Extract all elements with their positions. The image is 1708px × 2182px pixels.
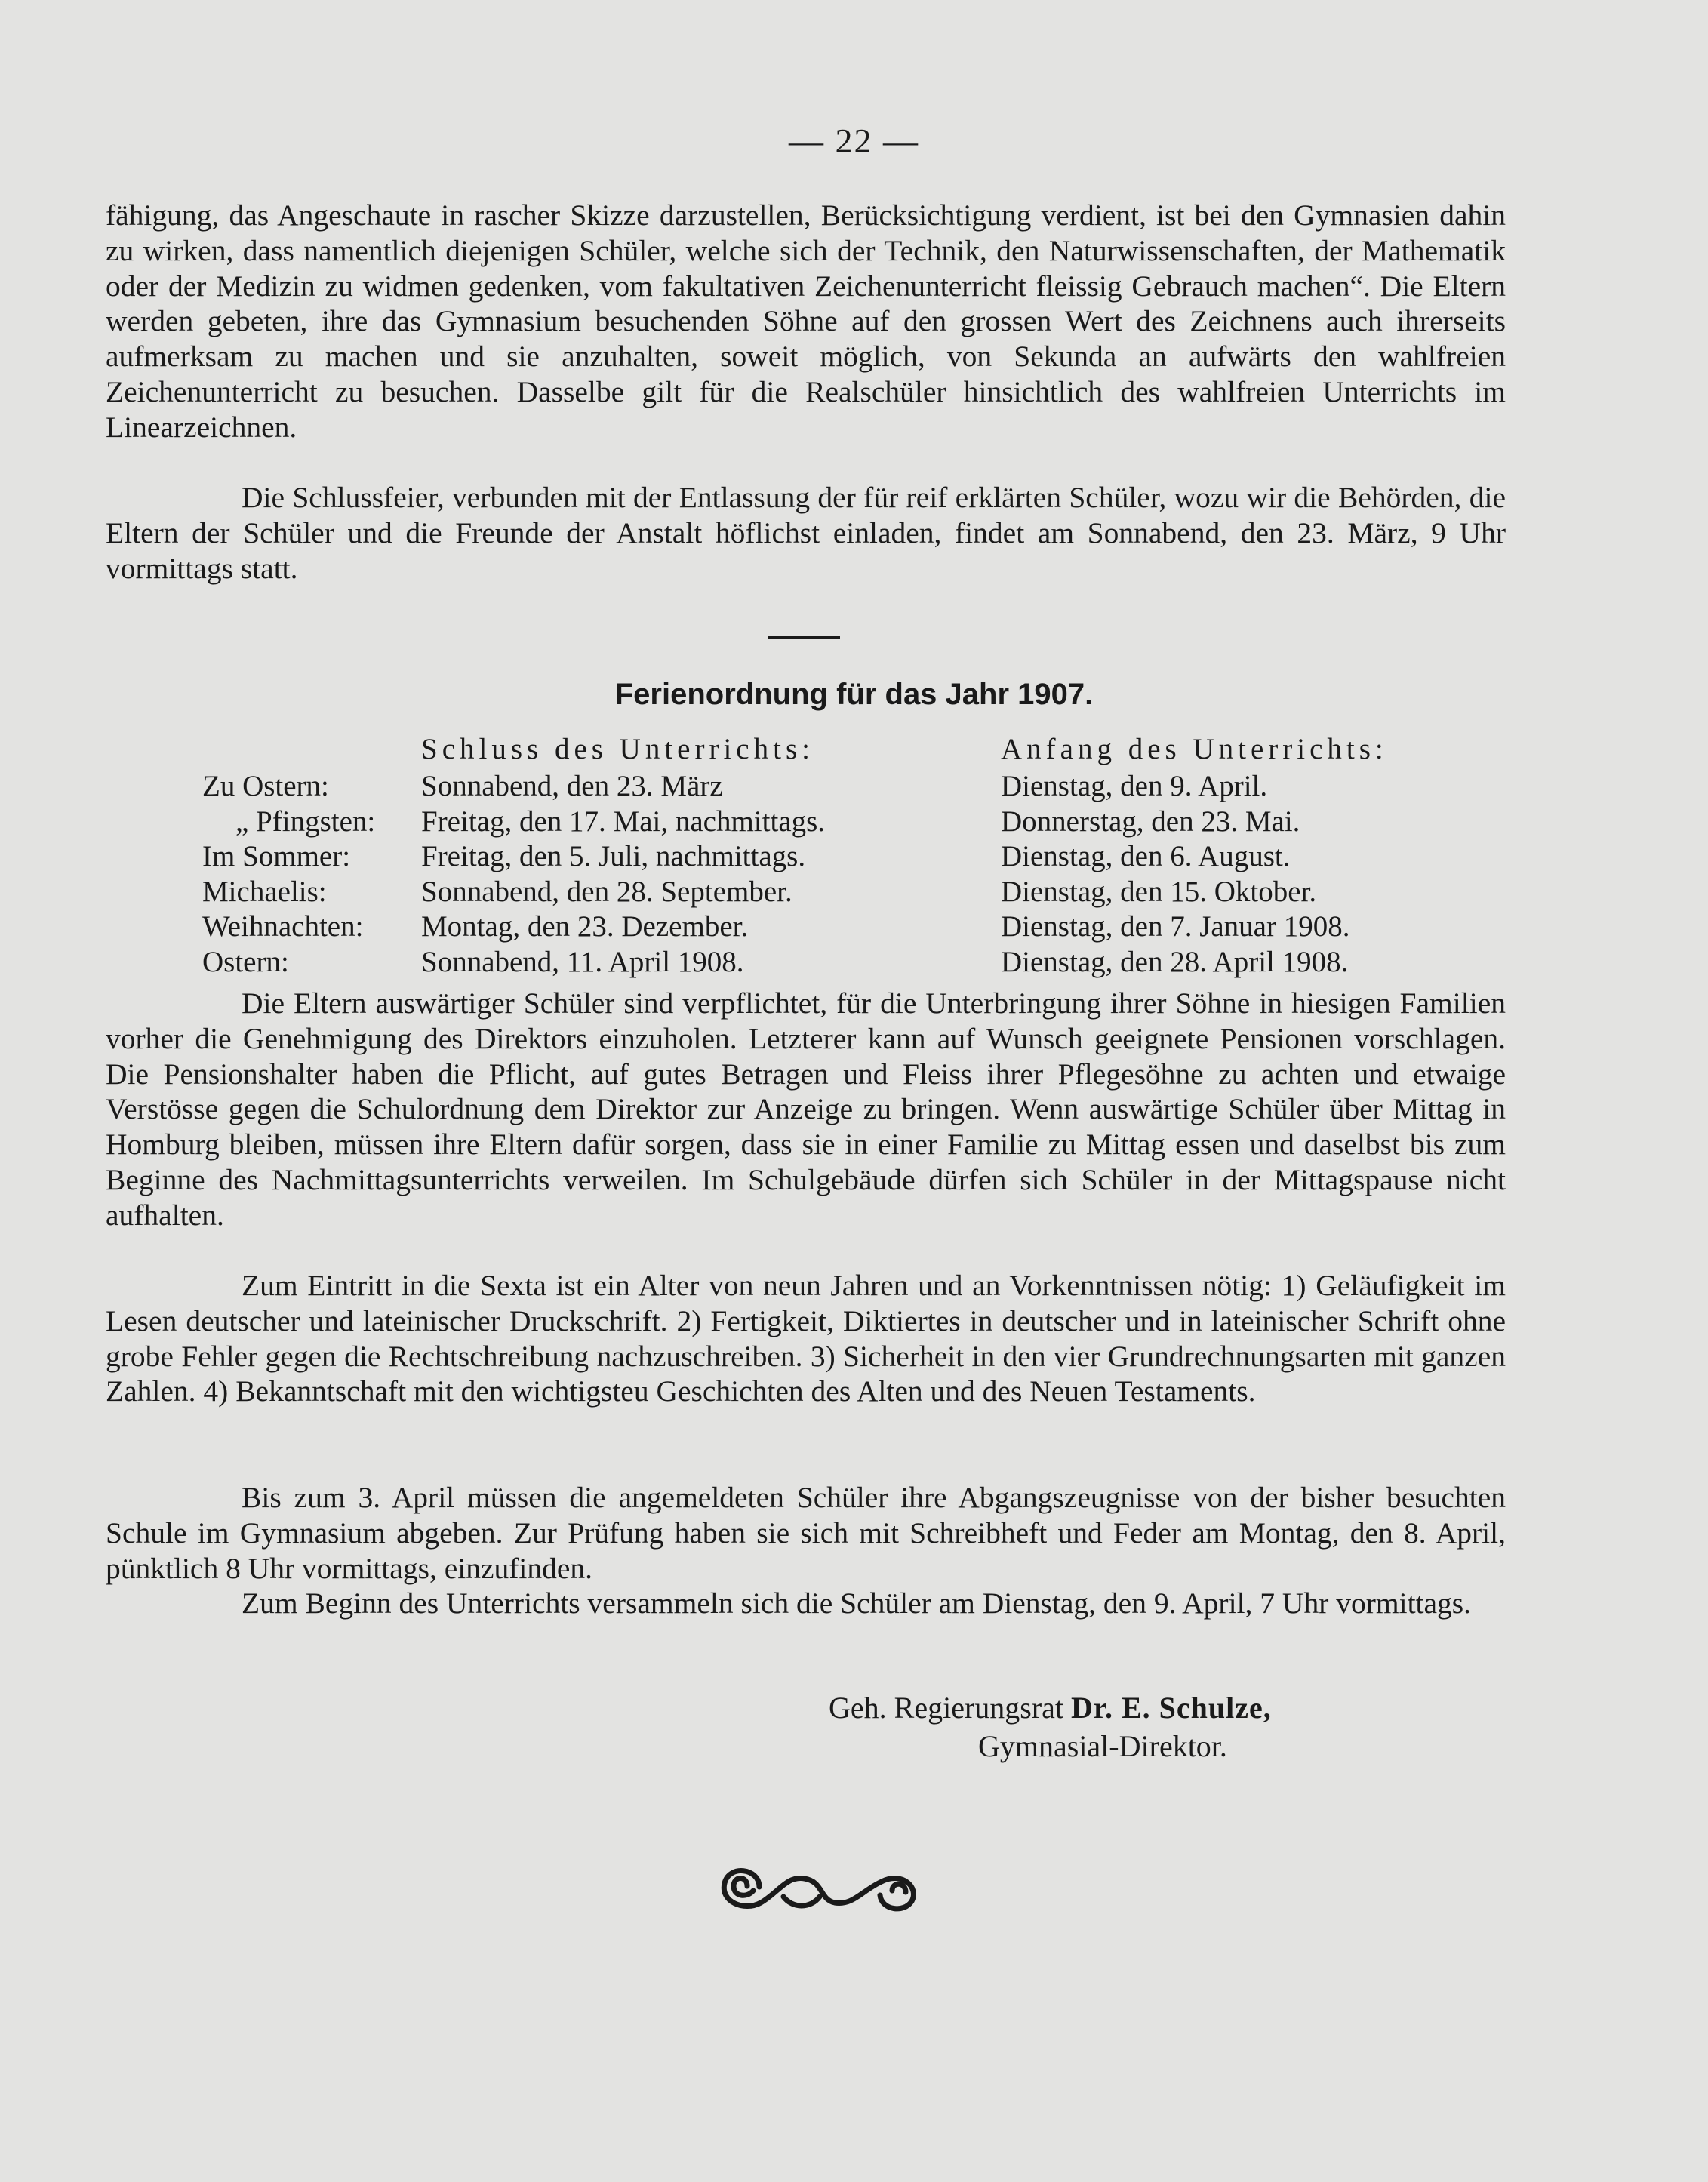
start-date: Dienstag, den 9. April. (1001, 770, 1268, 802)
signature-line (829, 1690, 1272, 1725)
start-date: Dienstag, den 28. April 1908. (1001, 945, 1349, 978)
holiday-name: Im Sommer: (202, 840, 351, 872)
holiday-name: „ Pfingsten: (235, 805, 376, 838)
paragraph-text: Zum Eintritt in die Sexta ist ein Alter von neun Jahren und an Vorkenntnissen nötig: 1) Geläufigkeit im Lesen deutscher und lateinischer Druckschrift. 2) Fertigkeit, Diktiertes in deutscher und in lateinischer Schrift ohne grobe Fehler gegen die Rechtschreibung nachzuschreiben. 3) Sicherheit in den vier Grundrechnungsarten mit ganzen Zahlen. 4) Bekanntschaft mit den wichtigsteu Geschichten des Alten und des Neuen Testaments. (106, 1269, 1506, 1408)
holiday-name: Zu Ostern: (202, 770, 329, 802)
start-date: Dienstag, den 6. August. (1001, 840, 1291, 872)
end-date: Montag, den 23. Dezember. (421, 910, 749, 943)
table-row (202, 875, 1454, 910)
start-date: Dienstag, den 15. Oktober. (1001, 875, 1317, 908)
paragraph-term-start (106, 1586, 1506, 1621)
holiday-name: Ostern: (202, 945, 289, 978)
holiday-name: Michaelis: (202, 875, 327, 908)
column-header-end: Schluss des Unterrichts: (421, 733, 814, 765)
column-header-start: Anfang des Unterrichts: (1001, 733, 1388, 765)
end-date: Sonnabend, den 23. März (421, 770, 723, 802)
signature-title: Geh. Regierungsrat (829, 1691, 1064, 1725)
holiday-name: Weihnachten: (202, 910, 364, 943)
paragraph-boarding (106, 986, 1506, 1233)
paragraph-text: Zum Beginn des Unterrichts versammeln sich die Schüler am Dienstag, den 9. April, 7 Uhr vormittags. (242, 1586, 1472, 1620)
end-date: Sonnabend, den 28. September. (421, 875, 792, 908)
signature-name: Dr. E. Schulze, (1071, 1691, 1272, 1725)
table-row (202, 805, 1454, 840)
paragraph-drawing-course (106, 198, 1506, 445)
paragraph-text: fähigung, das Angeschaute in rascher Skizze darzustellen, Berücksichtigung verdient, ist bei den Gymnasien dahin zu wirken, dass namentlich diejenigen Schüler, welche sich der Technik, den Naturwissenschaften, der Mathematik oder der Medizin zu widmen gedenken, vom fakultativen Zeichenunterricht fleissig Gebrauch machen“. Die Eltern werden gebeten, ihre das Gymnasium besuchenden Söhne auf den grossen Wert des Zeichnens auch ihrerseits aufmerksam zu machen und sie anzuhalten, soweit möglich, von Sekunda an aufwärts den wahlfreien Zeichenunterricht zu besuchen. Dasselbe gilt für die Realschüler hinsichtlich des wahlfreien Unterrichts im Linearzeichnen. (106, 199, 1506, 444)
paragraph-exam (106, 1480, 1506, 1586)
start-date: Dienstag, den 7. Januar 1908. (1001, 910, 1350, 943)
page-number: — 22 — (789, 122, 919, 160)
holiday-schedule-heading: Ferienordnung für das Jahr 1907. (614, 678, 1094, 711)
table-row (202, 769, 1454, 805)
paragraph-text: Die Schlussfeier, verbunden mit der Entlassung der für reif erklärten Schüler, wozu wir die Behörden, die Eltern der Schüler und die Freunde der Anstalt höflichst einladen, findet am Sonnabend, den 23. März, 9 Uhr vormittags statt. (106, 481, 1506, 585)
signature-role: Gymnasial-Direktor. (978, 1729, 1227, 1763)
table-row (202, 839, 1454, 875)
table-row (202, 909, 1454, 945)
table-row (202, 945, 1454, 980)
end-date: Freitag, den 17. Mai, nachmittags. (421, 805, 826, 838)
section-divider (768, 636, 840, 639)
ornament-icon (714, 1853, 925, 1921)
end-date: Freitag, den 5. Juli, nachmittags. (421, 840, 806, 872)
paragraph-admission (106, 1268, 1506, 1409)
end-date: Sonnabend, 11. April 1908. (421, 945, 744, 978)
paragraph-text: Bis zum 3. April müssen die angemeldeten Schüler ihre Abgangszeugnisse von der bisher besuchten Schule im Gymnasium abgeben. Zur Prüfung haben sie sich mit Schreibheft und Feder am Montag, den 8. April, pünktlich 8 Uhr vormittags, einzufinden. (106, 1481, 1506, 1585)
holiday-schedule-table (202, 769, 1454, 980)
paragraph-closing-ceremony (106, 480, 1506, 586)
paragraph-text: Die Eltern auswärtiger Schüler sind verpflichtet, für die Unterbringung ihrer Söhne in hiesigen Familien vorher die Genehmigung des Direktors einzuholen. Letzterer kann auf Wunsch geeignete Pensionen vorschlagen. Die Pensionshalter haben die Pflicht, auf gutes Betragen und Fleiss ihrer Pflegesöhne zu achten und etwaige Verstösse gegen die Schulordnung dem Direktor zur Anzeige zu bringen. Wenn auswärtige Schüler über Mittag in Homburg bleiben, müssen ihre Eltern dafür sorgen, dass sie in einer Familie zu Mittag essen und daselbst bis zum Beginne des Nachmittagsunterrichts verweilen. Im Schulgebäude dürfen sich Schüler in der Mittagspause nicht aufhalten. (106, 986, 1506, 1232)
start-date: Donnerstag, den 23. Mai. (1001, 805, 1300, 838)
